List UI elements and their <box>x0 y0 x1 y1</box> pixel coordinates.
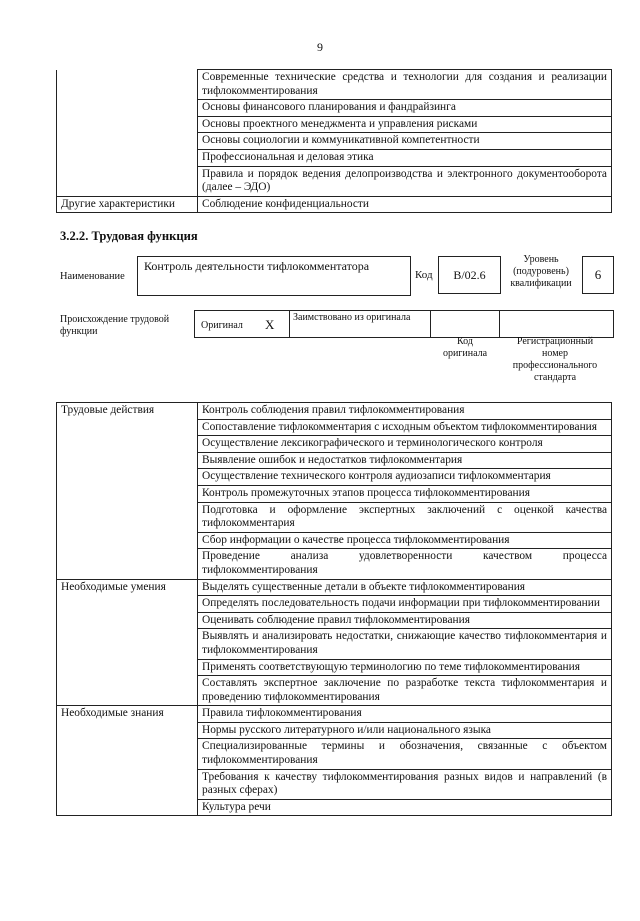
table-row <box>57 532 612 549</box>
original-label: Оригинал <box>201 320 243 331</box>
row-text: Соблюдение конфиденциальности <box>198 196 612 213</box>
row-text: Профессиональная и деловая этика <box>198 149 612 166</box>
row-text: Правила и порядок ведения делопроизводства и электронного документооборота (далее – ЭДО) <box>198 166 612 196</box>
group-label-empty <box>57 629 198 659</box>
original-mark: X <box>265 317 275 332</box>
item-text: Сопоставление тифлокомментария с исходным объектом тифлокомментирования <box>198 419 612 436</box>
table-row <box>57 485 612 502</box>
group-label: Трудовые действия <box>57 403 198 420</box>
table-row <box>57 596 612 613</box>
item-text: Оценивать соблюдение правил тифлокомментирования <box>198 612 612 629</box>
group-label-empty <box>57 799 198 816</box>
table-row <box>57 502 612 532</box>
group-label-empty <box>57 469 198 486</box>
group-label-empty <box>57 549 198 579</box>
table-row <box>57 612 612 629</box>
table-row <box>57 659 612 676</box>
name-label: Наименование <box>60 271 125 282</box>
row-label <box>57 166 198 196</box>
original-box <box>194 310 290 338</box>
item-text: Контроль соблюдения правил тифлокомментирования <box>198 403 612 420</box>
table-row <box>57 133 612 150</box>
group-label-empty <box>57 419 198 436</box>
origin-code-box <box>430 310 500 338</box>
group-label-empty <box>57 659 198 676</box>
group-label-empty <box>57 769 198 799</box>
group-label-empty <box>57 612 198 629</box>
page-number: 9 <box>317 40 323 54</box>
row-label <box>57 116 198 133</box>
item-text: Выделять существенные детали в объекте тифлокомментирования <box>198 579 612 596</box>
item-text: Определять последовательность подачи информации при тифлокомментировании <box>198 596 612 613</box>
table-row <box>57 739 612 769</box>
row-label <box>57 70 198 100</box>
group-label-empty <box>57 532 198 549</box>
row-label <box>57 133 198 150</box>
table-row <box>57 149 612 166</box>
group-label-empty <box>57 722 198 739</box>
row-text: Современные технические средства и технологии для создания и реализации тифлокомментирования <box>198 70 612 100</box>
row-text: Основы финансового планирования и фандрайзинга <box>198 100 612 117</box>
item-text: Культура речи <box>198 799 612 816</box>
reg-number-label: Регистрационный номер профессионального стандарта <box>512 336 598 383</box>
borrowed-box <box>289 310 431 338</box>
table-row <box>57 452 612 469</box>
other-characteristics-table <box>56 69 612 213</box>
level-label: Уровень (подуровень) квалификации <box>510 254 572 289</box>
code-value: B/02.6 <box>453 268 486 282</box>
group-label-empty <box>57 739 198 769</box>
item-text: Специализированные термины и обозначения, связанные с объектом тифлокомментирования <box>198 739 612 769</box>
name-box <box>137 256 411 296</box>
table-row <box>57 116 612 133</box>
level-value: 6 <box>594 267 602 282</box>
table-row <box>57 769 612 799</box>
code-box <box>438 256 501 294</box>
table-row <box>57 196 612 213</box>
item-text: Составлять экспертное заключение по разработке текста тифлокомментария и проведению тифлокомментирования <box>198 676 612 706</box>
group-label: Необходимые знания <box>57 706 198 723</box>
table-row <box>57 706 612 723</box>
table-row <box>57 676 612 706</box>
group-label: Необходимые умения <box>57 579 198 596</box>
table-row <box>57 100 612 117</box>
origin-code-label: Код оригинала <box>442 336 488 359</box>
item-text: Выявлять и анализировать недостатки, снижающие качество тифлокомментария и тифлокомментирования <box>198 629 612 659</box>
reg-number-box <box>499 310 614 338</box>
item-text: Нормы русского литературного и/или национального языка <box>198 722 612 739</box>
table-row <box>57 70 612 100</box>
item-text: Требования к качеству тифлокомментирования разных видов и направлений (в разных сферах) <box>198 769 612 799</box>
item-text: Осуществление технического контроля аудиозаписи тифлокомментария <box>198 469 612 486</box>
name-value: Контроль деятельности тифлокомментатора <box>144 259 370 273</box>
table-row <box>57 629 612 659</box>
item-text: Выявление ошибок и недостатков тифлокомментария <box>198 452 612 469</box>
group-label-empty <box>57 436 198 453</box>
row-label <box>57 100 198 117</box>
table-row <box>57 722 612 739</box>
item-text: Проведение анализа удовлетворенности качеством процесса тифлокомментирования <box>198 549 612 579</box>
table-row <box>57 579 612 596</box>
item-text: Осуществление лексикографического и терминологического контроля <box>198 436 612 453</box>
table-row <box>57 799 612 816</box>
item-text: Подготовка и оформление экспертных заключений с оценкой качества тифлокомментария <box>198 502 612 532</box>
table-row <box>57 403 612 420</box>
table-row <box>57 469 612 486</box>
group-label-empty <box>57 596 198 613</box>
origin-label: Происхождение трудовой функции <box>60 314 170 337</box>
row-label <box>57 149 198 166</box>
row-label: Другие характеристики <box>57 196 198 213</box>
item-text: Применять соответствующую терминологию по теме тифлокомментирования <box>198 659 612 676</box>
table-row <box>57 166 612 196</box>
table-row <box>57 436 612 453</box>
group-label-empty <box>57 485 198 502</box>
item-text: Правила тифлокомментирования <box>198 706 612 723</box>
labor-function-table <box>56 402 612 816</box>
item-text: Сбор информации о качестве процесса тифлокомментирования <box>198 532 612 549</box>
row-text: Основы проектного менеджмента и управления рисками <box>198 116 612 133</box>
code-label: Код <box>415 269 433 281</box>
group-label-empty <box>57 676 198 706</box>
group-label-empty <box>57 452 198 469</box>
section-title: 3.2.2. Трудовая функция <box>60 229 198 243</box>
level-box <box>582 256 614 294</box>
table-row <box>57 549 612 579</box>
row-text: Основы социологии и коммуникативной компетентности <box>198 133 612 150</box>
borrowed-label: Заимствовано из оригинала <box>293 312 411 323</box>
item-text: Контроль промежуточных этапов процесса тифлокомментирования <box>198 485 612 502</box>
table-row <box>57 419 612 436</box>
group-label-empty <box>57 502 198 532</box>
